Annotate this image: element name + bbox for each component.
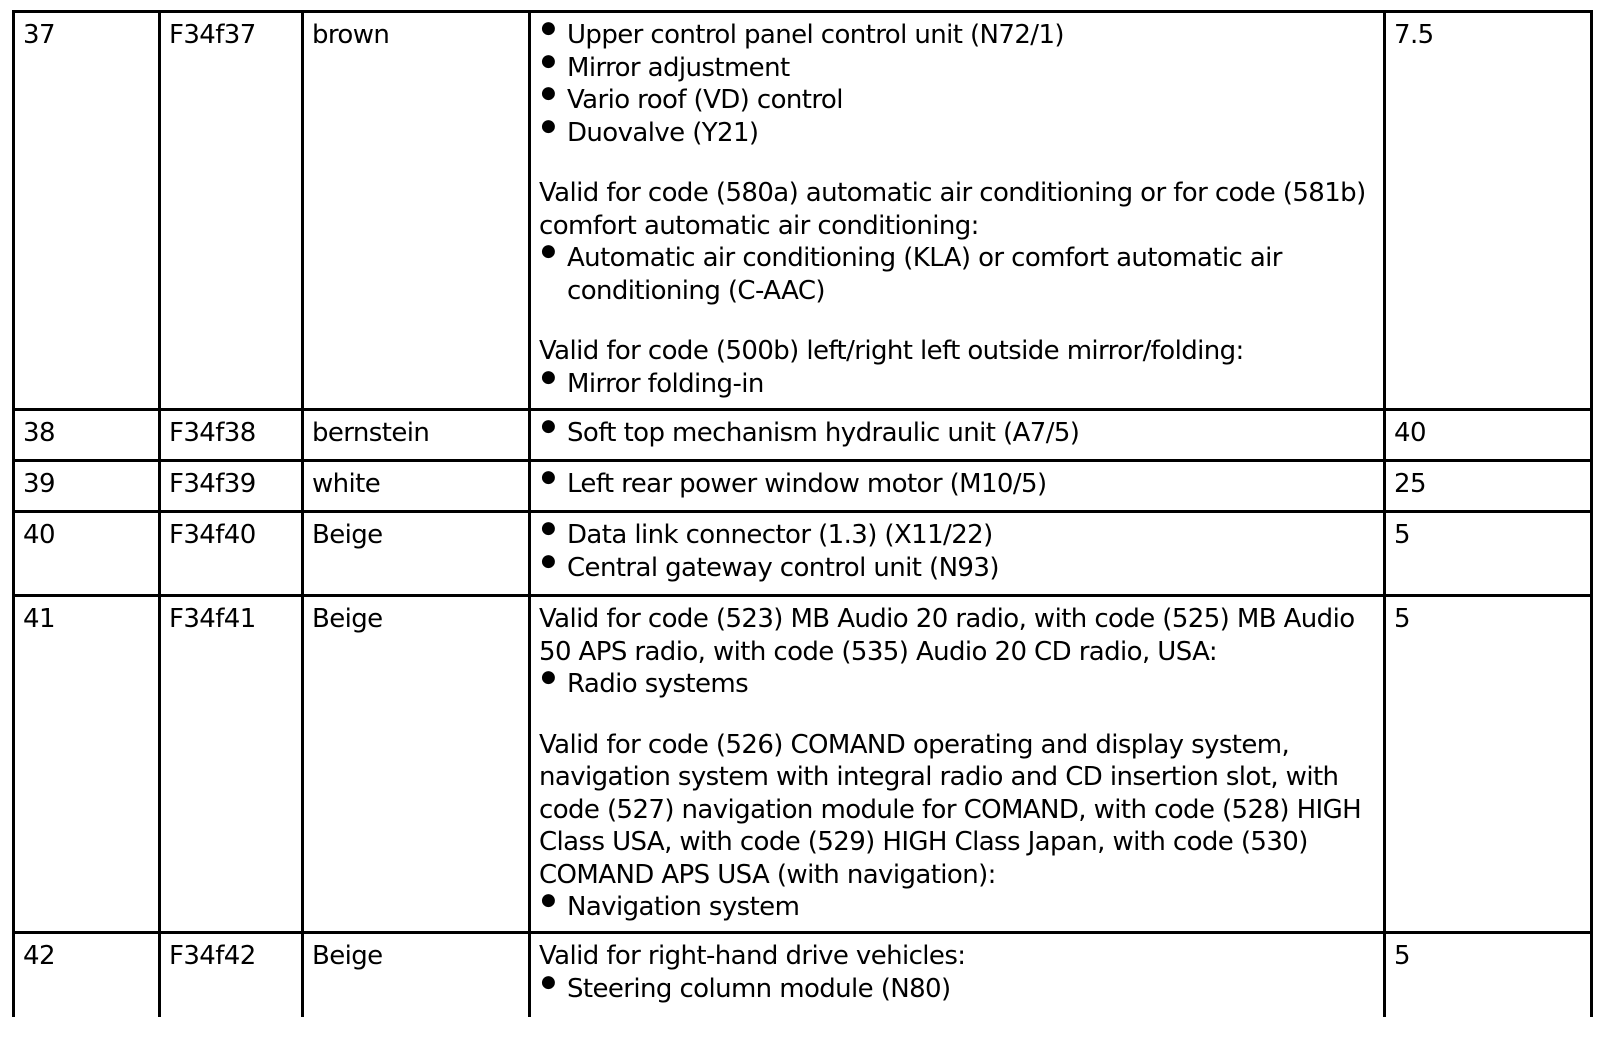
fuse-color-cell: white xyxy=(303,461,530,512)
fuse-number-cell: 38 xyxy=(14,410,160,461)
paragraph-gap xyxy=(539,149,1375,177)
bullet-item: ● Mirror folding-in xyxy=(539,368,1375,401)
fuse-description-cell xyxy=(530,512,1385,596)
bullet-item: ● Automatic air conditioning (KLA) or comfort automatic air conditioning (C-AAC) xyxy=(539,242,1375,307)
bullet-item: ● Soft top mechanism hydraulic unit (A7/5) xyxy=(539,417,1375,450)
table-row xyxy=(14,461,1592,512)
bullet-item: ● Navigation system xyxy=(539,891,1375,924)
fuse-description-cell xyxy=(530,596,1385,933)
fuse-color-cell: brown xyxy=(303,12,530,410)
fuse-number-cell: 41 xyxy=(14,596,160,933)
fuse-amperage-cell: 5 xyxy=(1385,596,1592,933)
table-row xyxy=(14,512,1592,596)
validity-note: Valid for code (580a) automatic air conditioning or for code (581b) comfort automatic air conditioning: xyxy=(539,178,1366,241)
fuse-number-cell: 39 xyxy=(14,461,160,512)
fuse-table xyxy=(12,10,1593,1017)
fuse-id-cell: F34f41 xyxy=(160,596,303,933)
table-row xyxy=(14,596,1592,933)
fuse-id-cell: F34f39 xyxy=(160,461,303,512)
fuse-number-cell: 37 xyxy=(14,12,160,410)
bullet-item: ● Mirror adjustment xyxy=(539,52,1375,85)
bullet-item: ● Radio systems xyxy=(539,668,1375,701)
fuse-amperage-cell: 7.5 xyxy=(1385,12,1592,410)
fuse-amperage-cell: 5 xyxy=(1385,933,1592,1017)
fuse-description-cell xyxy=(530,461,1385,512)
fuse-color-cell: Beige xyxy=(303,933,530,1017)
table-row xyxy=(14,933,1592,1017)
fuse-number-cell: 40 xyxy=(14,512,160,596)
paragraph-gap xyxy=(539,701,1375,729)
bullet-item: ● Upper control panel control unit (N72/1) xyxy=(539,19,1375,52)
fuse-table-body xyxy=(14,12,1592,1017)
fuse-number-cell: 42 xyxy=(14,933,160,1017)
table-row xyxy=(14,410,1592,461)
table-row xyxy=(14,12,1592,410)
fuse-amperage-cell: 25 xyxy=(1385,461,1592,512)
fuse-color-cell: bernstein xyxy=(303,410,530,461)
paragraph-gap xyxy=(539,307,1375,335)
bullet-item: ● Duovalve (Y21) xyxy=(539,117,1375,150)
fuse-color-cell: Beige xyxy=(303,512,530,596)
validity-note: Valid for code (523) MB Audio 20 radio, with code (525) MB Audio 50 APS radio, with code (535) Audio 20 CD radio, USA: xyxy=(539,604,1355,667)
fuse-id-cell: F34f37 xyxy=(160,12,303,410)
fuse-amperage-cell: 5 xyxy=(1385,512,1592,596)
fuse-description-cell xyxy=(530,12,1385,410)
validity-note: Valid for right-hand drive vehicles: xyxy=(539,941,966,971)
bullet-item: ● Central gateway control unit (N93) xyxy=(539,552,1375,585)
fuse-id-cell: F34f40 xyxy=(160,512,303,596)
fuse-amperage-cell: 40 xyxy=(1385,410,1592,461)
fuse-color-cell: Beige xyxy=(303,596,530,933)
fuse-description-cell xyxy=(530,410,1385,461)
validity-note: Valid for code (526) COMAND operating and display system, navigation system with integral radio and CD insertion slot, with code (527) navigation module for COMAND, with code (528) HIGH Class USA, with code (529) HIGH Class Japan, with code (530) COMAND APS USA (with navigation): xyxy=(539,729,1362,890)
bullet-item: ● Steering column module (N80) xyxy=(539,973,1375,1006)
fuse-description-cell xyxy=(530,933,1385,1017)
bullet-item: ● Data link connector (1.3) (X11/22) xyxy=(539,519,1375,552)
bullet-item: ● Left rear power window motor (M10/5) xyxy=(539,468,1375,501)
validity-note: Valid for code (500b) left/right left outside mirror/folding: xyxy=(539,336,1244,366)
fuse-id-cell: F34f38 xyxy=(160,410,303,461)
fuse-id-cell: F34f42 xyxy=(160,933,303,1017)
bullet-item: ● Vario roof (VD) control xyxy=(539,84,1375,117)
